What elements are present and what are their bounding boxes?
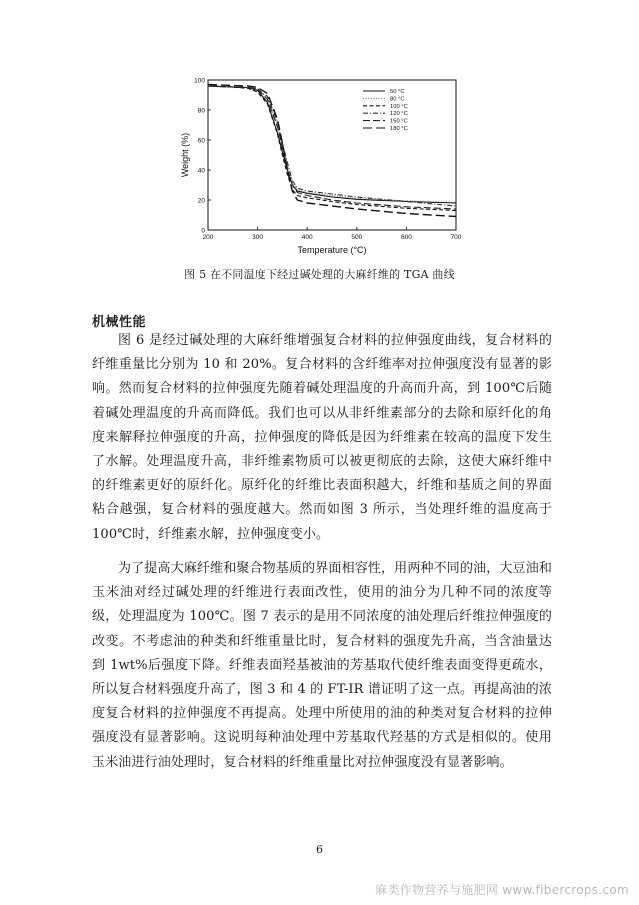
- y-tick-label: 20: [197, 197, 205, 205]
- figure-caption: 图 5 在不同温度下经过碱处理的大麻纤维的 TGA 曲线: [184, 268, 455, 281]
- x-axis-label: Temperature (°C): [297, 245, 367, 255]
- legend-label-3: 100 °C: [390, 103, 408, 110]
- y-tick-label: 0: [201, 227, 205, 235]
- x-tick-label: 500: [351, 234, 363, 241]
- tga-chart: [178, 66, 478, 266]
- legend-label-1: 50 °C: [390, 89, 405, 95]
- body-paragraph-1: 图 6 是经过碱处理的大麻纤维增强复合材料的拉伸强度曲线，复合材料的纤维重量比分别为 10 和 20%。复合材料的含纤维率对拉伸强度没有显著的影响。然而复合材料的拉伸强度先随着碱处理温度的升高而升高，到 100℃后随着碱处理温度的升高而降低。我们也可以从非纤维素部分的去除和原纤化的角度来解释拉伸强度的升高，拉伸强度的降低是因为纤维素在较高的温度下发生了水解。处理温度升高，非纤维素物质可以被更彻底的去除，这使大麻纤维中的纤维素更好的原纤化。原纤化的纤维比表面积越大，纤维和基质之间的界面粘合越强，复合材料的强度越大。然而如图 3 所示，当处理纤维的温度高于 100℃时，纤维素水解，拉伸强度变小。: [92, 333, 552, 542]
- body-paragraph-2: 为了提高大麻纤维和聚合物基质的界面相容性，用两种不同的油，大豆油和玉米油对经过碱处理的纤维进行表面改性，使用的油分为几种不同的浓度等级，处理温度为 100℃。图 7 表示的是用不同浓度的油处理后纤维拉伸强度的改变。不考虑油的种类和纤维重量比时，复合材料的强度先升高，当含油量达到 1wt%后强度下降。纤维表面羟基被油的芳基取代使纤维表面变得更疏水，所以复合材料强度升高了，图 3 和 4 的 FT-IR 谱证明了这一点。再提高油的浓度复合材料的拉伸强度不再提高。处理中所使用的油的种类对复合材料的拉伸强度没有显著影响。这说明每种油处理中芳基取代羟基的方式是相似的。使用玉米油进行油处理时，复合材料的纤维重量比对拉伸强度没有显著影响。: [92, 561, 552, 770]
- x-tick-label: 600: [400, 234, 412, 241]
- x-tick-label: 200: [202, 234, 214, 241]
- y-tick-label: 40: [197, 167, 205, 175]
- tga-figure: [178, 66, 478, 266]
- y-axis-label: Weight (%): [180, 132, 190, 178]
- y-tick-label: 60: [197, 137, 205, 145]
- page-number: 6: [316, 843, 323, 856]
- y-tick-label: 100: [194, 77, 205, 85]
- legend-label-2: 80 °C: [390, 96, 405, 103]
- x-tick-label: 300: [252, 234, 264, 241]
- legend-label-4: 120 °C: [390, 111, 408, 118]
- legend-label-6: 180 °C: [390, 126, 408, 132]
- section-heading: 机械性能: [92, 315, 147, 330]
- x-tick-label: 700: [450, 234, 462, 241]
- watermark: 麻类作物营养与施肥网 www.fibercrops.com: [375, 883, 629, 897]
- x-tick-label: 400: [301, 234, 313, 241]
- y-tick-label: 80: [197, 107, 205, 115]
- chart-background: [178, 66, 478, 266]
- legend-label-5: 150 °C: [390, 118, 408, 125]
